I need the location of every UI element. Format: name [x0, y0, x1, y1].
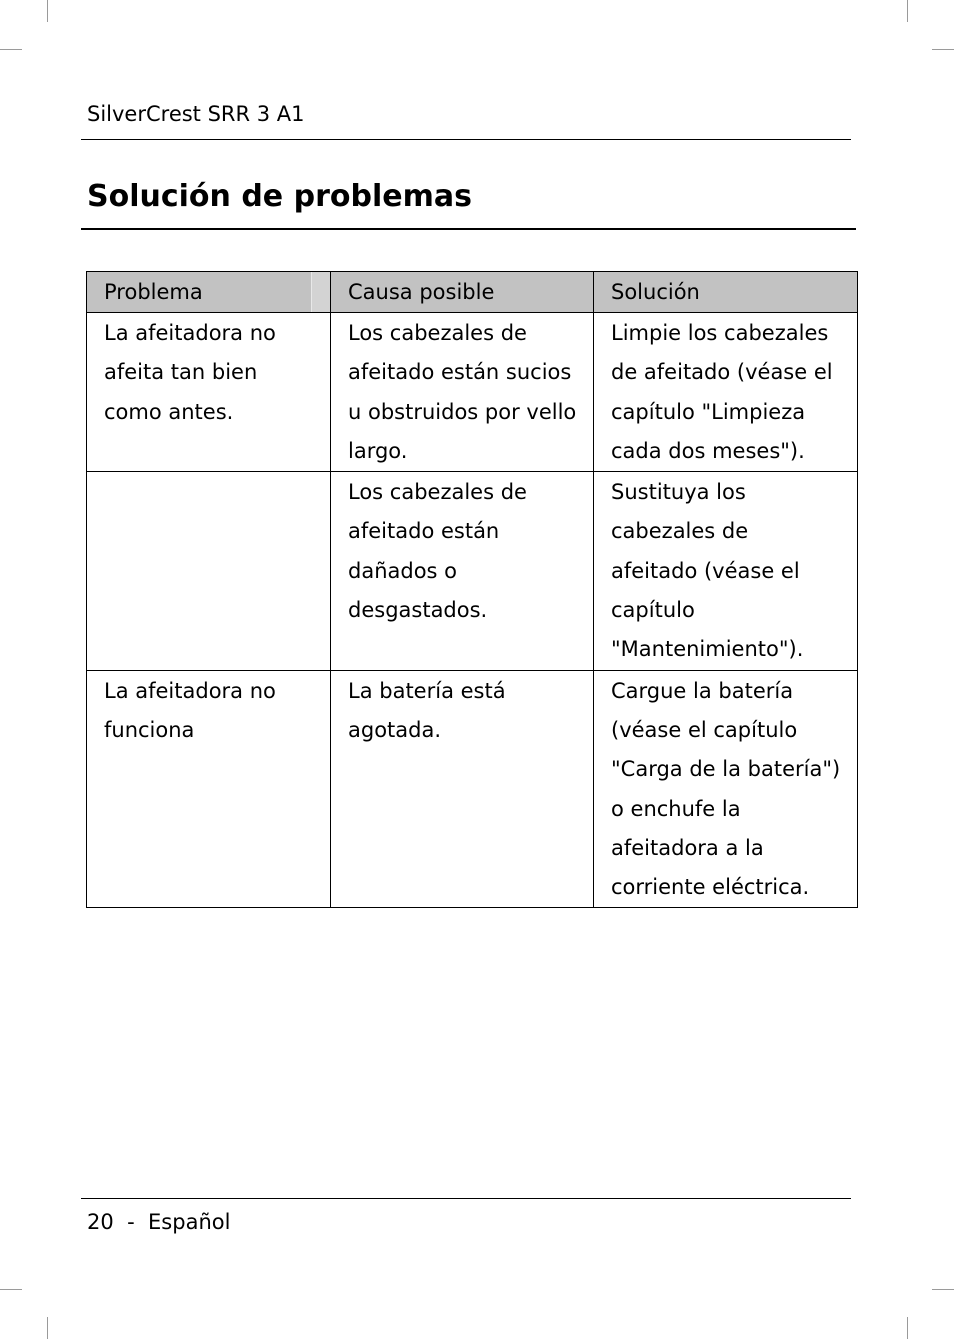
- crop-mark: [907, 0, 908, 22]
- column-header-cause: Causa posible: [331, 272, 594, 313]
- footer-language: Español: [148, 1210, 231, 1234]
- running-header: SilverCrest SRR 3 A1: [87, 102, 305, 126]
- header-divider: [311, 272, 330, 312]
- problem-text: La afeitadora no afeita tan bien como antes.: [104, 321, 276, 424]
- solution-cell: [594, 472, 858, 670]
- cause-text: Los cabezales de afeitado están dañados o desgastados.: [348, 480, 527, 623]
- solution-text: Cargue la batería (véase el capítulo "Carga de la batería") o enchufe la afeitadora a la corriente eléctrica.: [611, 678, 841, 900]
- cause-cell: [331, 670, 594, 908]
- column-header-solution: Solución: [594, 272, 858, 313]
- header-rule: [81, 139, 851, 140]
- solution-cell: [594, 670, 858, 908]
- solution-cell: [594, 313, 858, 472]
- table-header-row: [87, 272, 858, 313]
- footer-rule: [81, 1198, 851, 1199]
- cause-text: La batería está agotada.: [348, 678, 506, 742]
- column-header-problem: [87, 272, 331, 313]
- page-footer: [87, 1208, 230, 1236]
- crop-mark: [932, 49, 954, 50]
- page-title: Solución de problemas: [87, 179, 472, 214]
- column-header-label: Problema: [104, 280, 203, 304]
- table-row: [87, 670, 858, 908]
- cause-cell: [331, 472, 594, 670]
- crop-mark: [932, 1289, 954, 1290]
- problem-cell: [87, 313, 331, 472]
- footer-separator: -: [127, 1210, 135, 1234]
- cause-cell: [331, 313, 594, 472]
- crop-mark: [0, 1289, 22, 1290]
- solution-text: Limpie los cabezales de afeitado (véase el capítulo "Limpieza cada dos meses").: [611, 321, 833, 463]
- crop-mark: [0, 49, 22, 50]
- solution-text: Sustituya los cabezales de afeitado (véase el capítulo "Mantenimiento").: [611, 480, 804, 662]
- title-rule: [81, 228, 856, 230]
- table-row: [87, 472, 858, 670]
- crop-mark: [47, 1317, 48, 1339]
- table-row: [87, 313, 858, 472]
- problem-cell: [87, 670, 331, 908]
- problem-text: La afeitadora no funciona: [104, 678, 276, 742]
- cause-text: Los cabezales de afeitado están sucios u obstruidos por vello largo.: [348, 321, 577, 463]
- crop-mark: [47, 0, 48, 22]
- crop-mark: [907, 1317, 908, 1339]
- page-number: 20: [87, 1210, 114, 1234]
- problem-cell: [87, 472, 331, 670]
- troubleshooting-table: [86, 271, 858, 908]
